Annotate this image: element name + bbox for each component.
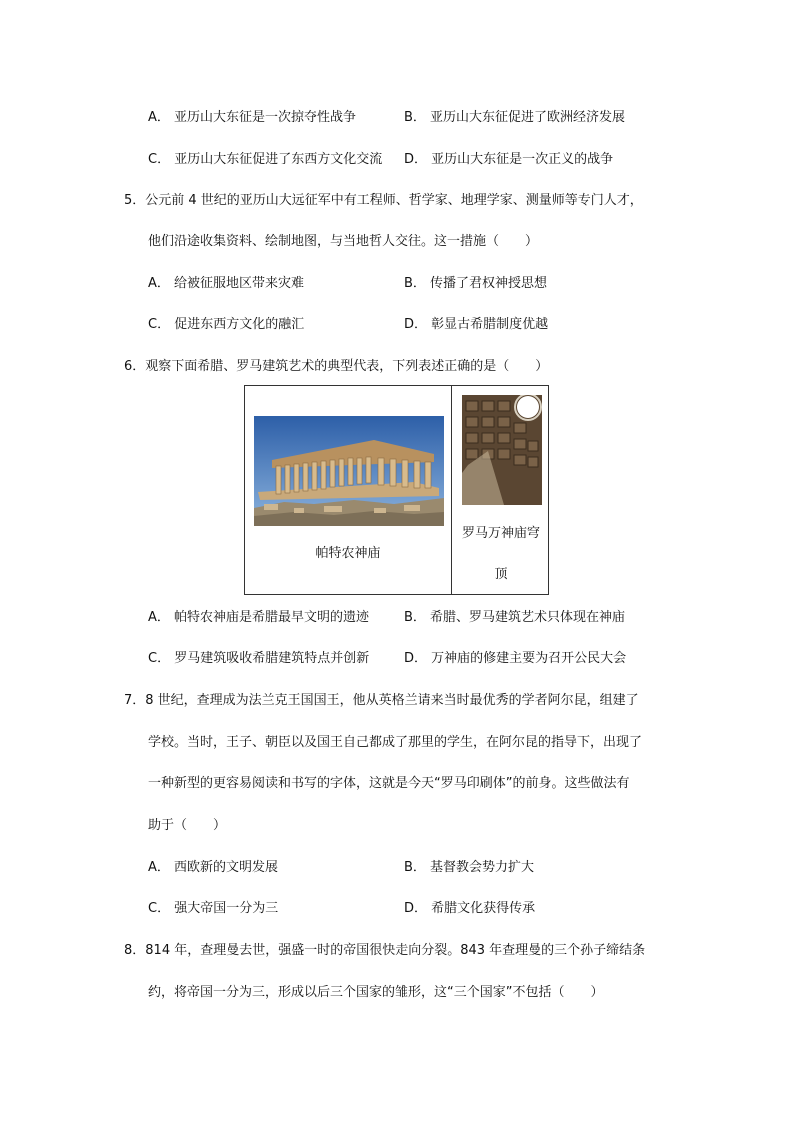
q4-option-a: A． 亚历山大东征是一次掠夺性战争 <box>148 110 357 125</box>
q5-option-c: C． 促进东西方文化的融汇 <box>148 317 305 332</box>
q6-stem-line1: 6．观察下面希腊、罗马建筑艺术的典型代表，下列表述正确的是（ ） <box>124 359 549 374</box>
pantheon-caption-line1: 罗马万神庙穹 <box>461 526 540 541</box>
q7-option-c: C． 强大帝国一分为三 <box>148 901 279 916</box>
q6-option-c: C． 罗马建筑吸收希腊建筑特点并创新 <box>148 651 370 666</box>
q5-option-a: A． 给被征服地区带来灾难 <box>148 276 305 291</box>
q8-stem-line1: 8．814 年，查理曼去世，强盛一时的帝国很快走向分裂。843 年查理曼的三个孙子缔结条 <box>124 943 646 958</box>
q7-stem-line4: 助于（ ） <box>148 818 227 833</box>
q4-option-d: D． 亚历山大东征是一次正义的战争 <box>404 152 614 167</box>
q5-option-d: D． 彰显古希腊制度优越 <box>404 317 549 332</box>
q6-option-d: D． 万神庙的修建主要为召开公民大会 <box>404 651 627 666</box>
parthenon-image <box>254 416 444 526</box>
q5-option-b: B． 传播了君权神授思想 <box>404 276 548 291</box>
pantheon-dome-image <box>462 395 542 505</box>
q4-option-b: B． 亚历山大东征促进了欧洲经济发展 <box>404 110 626 125</box>
q4-option-c: C． 亚历山大东征促进了东西方文化交流 <box>148 152 383 167</box>
figure-divider <box>451 386 452 594</box>
q6-figure-table <box>244 385 549 595</box>
q5-stem-line1: 5．公元前 4 世纪的亚历山大远征军中有工程师、哲学家、地理学家、测量师等专门人才， <box>124 193 643 208</box>
q5-stem-line2: 他们沿途收集资料、绘制地图，与当地哲人交往。这一措施（ ） <box>148 234 539 249</box>
q7-stem-line2: 学校。当时，王子、朝臣以及国王自己都成了那里的学生，在阿尔昆的指导下，出现了 <box>148 735 643 750</box>
q7-option-a: A． 西欧新的文明发展 <box>148 860 279 875</box>
q6-option-b: B． 希腊、罗马建筑艺术只体现在神庙 <box>404 610 626 625</box>
q7-stem-line3: 一种新型的更容易阅读和书写的字体，这就是今天“罗马印刷体”的前身。这些做法有 <box>148 776 630 791</box>
q8-stem-line2: 约，将帝国一分为三，形成以后三个国家的雏形，这“三个国家”不包括（ ） <box>148 985 604 1000</box>
parthenon-caption: 帕特农神庙 <box>315 546 381 561</box>
q6-option-a: A． 帕特农神庙是希腊最早文明的遗迹 <box>148 610 370 625</box>
q7-option-b: B． 基督教会势力扩大 <box>404 860 535 875</box>
q7-option-d: D． 希腊文化获得传承 <box>404 901 536 916</box>
pantheon-caption-line2: 顶 <box>494 567 508 582</box>
q7-stem-line1: 7．8 世纪，查理成为法兰克王国国王，他从英格兰请来当时最优秀的学者阿尔昆，组建了 <box>124 693 639 708</box>
